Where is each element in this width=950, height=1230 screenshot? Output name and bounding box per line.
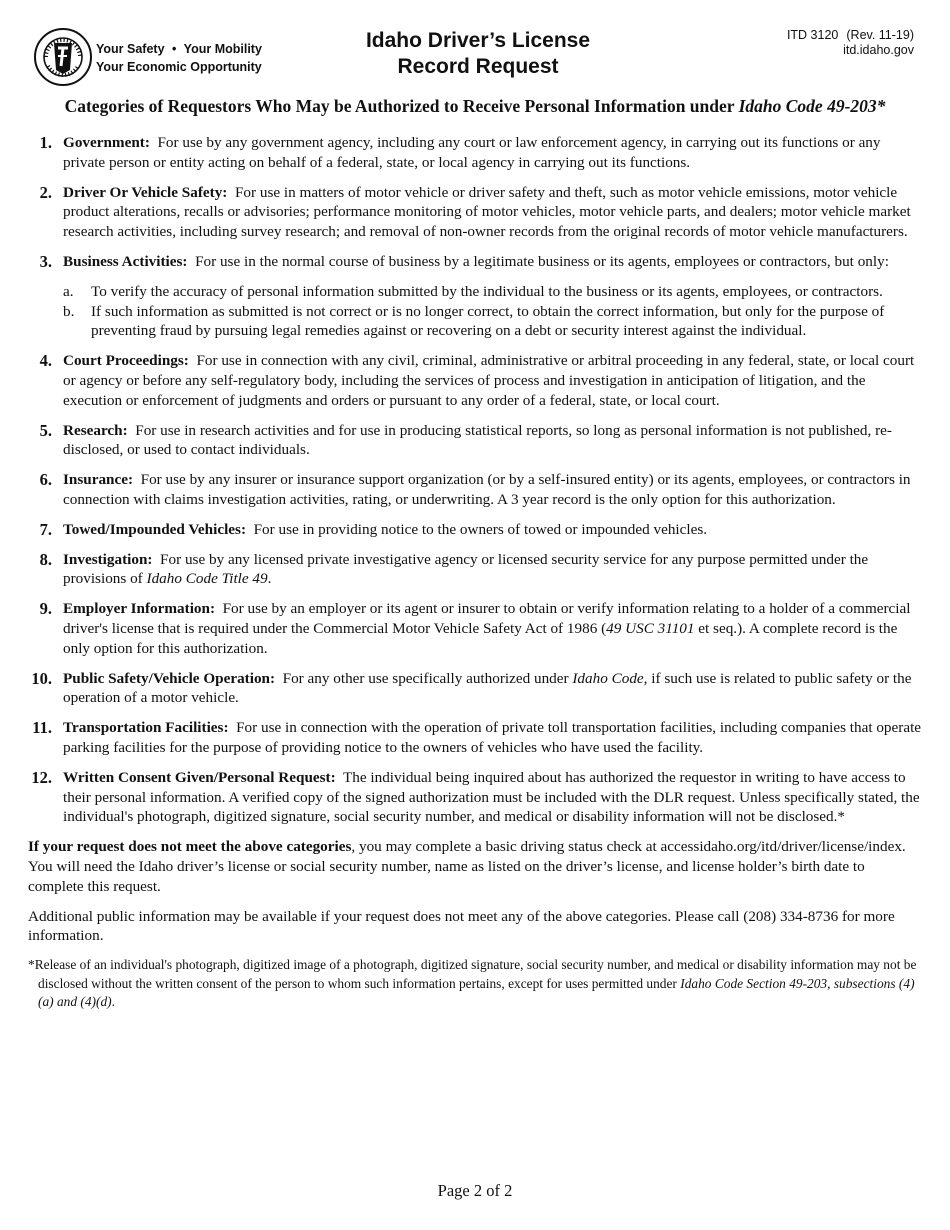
category-item	[28, 550, 923, 590]
category-number: 6.	[39, 470, 52, 490]
category-item	[28, 520, 923, 540]
category-item	[28, 351, 923, 410]
category-label: Transportation Facilities:	[63, 719, 229, 737]
footnote-text-after: .	[111, 994, 115, 1010]
category-text: For use by any insurer or insurance support organization (or by a self-insured entity) or its agents, employees, or contractors in connection with claims investigation activities, rating, or underwriting. A 3 year record is the only option for this authorization.	[63, 471, 911, 508]
subitem-text: To verify the accuracy of personal information submitted by the individual to the business or its agents, employees, or contractors.	[91, 282, 883, 300]
category-text: The individual being inquired about has authorized the requestor in writing to have access to their personal information. A verified copy of the signed authorization must be included with the DLR request. Unless specifically stated, the individual's photograph, digitized signature, social security number, and medical or disability information will not be disclosed.*	[63, 768, 920, 826]
category-text: For use by an employer or its agent or insurer to obtain or verify information relating to a holder of a commercial driver's license that is required under the Commercial Motor Vehicle Safety Act of 1986 (	[63, 600, 911, 637]
category-item	[28, 599, 923, 658]
footnote	[28, 956, 923, 1012]
category-text: For use by any government agency, including any court or law enforcement agency, in carrying out its functions or any private person or entity acting on behalf of a federal, state, or local agency in carrying out its functions.	[63, 134, 881, 171]
category-item	[28, 183, 923, 242]
paragraph-text: , you may complete a basic driving status check at accessidaho.org/itd/driver/license/index. You will need the Idaho driver’s license or social security number, name as listed on the driver’s license, and license holder’s birth date to complete this request.	[28, 838, 906, 895]
category-number: 7.	[39, 519, 52, 539]
form-identifier	[787, 28, 914, 58]
category-number: 1.	[39, 133, 52, 152]
category-text: For use in providing notice to the owners of towed or impounded vehicles.	[253, 520, 708, 538]
footnote-code-reference: Idaho Code Section 49-203, subsections (4)(a) and (4)(d)	[38, 975, 915, 1010]
category-item	[28, 718, 923, 758]
tagline-safety: Your Safety	[96, 42, 165, 56]
basic-status-check-paragraph	[28, 837, 923, 896]
categories-heading-text: Categories of Requestors Who May be Authorized to Receive Personal Information under	[64, 96, 739, 116]
category-label: Towed/Impounded Vehicles:	[63, 520, 247, 538]
category-subitem	[63, 282, 923, 302]
category-subitem	[63, 302, 923, 342]
category-number: 2.	[39, 182, 52, 202]
footnote-text: *Release of an individual's photograph, digitized image of a photograph, digitized signature, social security number, and medical or disability information may not be disclosed without the written consent of the person to whom such information pertains, except for uses permitted under	[28, 957, 917, 991]
category-text-after: .	[267, 570, 272, 588]
category-number: 10.	[31, 668, 52, 688]
tagline-line-2: Your Economic Opportunity	[96, 60, 262, 74]
category-label: Business Activities:	[63, 252, 188, 270]
page-number: Page 2 of 2	[437, 1181, 513, 1200]
subitem-letter: a.	[63, 282, 74, 300]
category-label: Research:	[63, 421, 128, 439]
category-label: Investigation:	[63, 550, 153, 568]
category-text: For use by any licensed private investigative agency or licensed security service for any purpose permitted under the provisions of	[63, 550, 869, 588]
category-number: 9.	[39, 599, 52, 619]
form-title-line-1: Idaho Driver’s License	[365, 29, 591, 52]
tagline-line-1	[96, 40, 262, 58]
category-item	[28, 768, 923, 827]
category-number: 12.	[31, 767, 52, 787]
category-text: For use in connection with the operation of private toll transportation facilities, including companies that operate parking facilities for the purpose of providing notice to the owners of vehicles who have used the facility.	[63, 719, 922, 756]
category-label: Public Safety/Vehicle Operation:	[63, 669, 276, 687]
form-number-line	[787, 28, 914, 43]
category-code-reference: Idaho Code	[572, 669, 644, 687]
category-code-reference: 49 USC 31101	[606, 619, 695, 637]
category-text: For use in matters of motor vehicle or driver safety and theft, such as motor vehicle emissions, motor vehicle product alterations, recalls or advisories; performance monitoring of motor vehicles, motor vehicle parts, and dealers; motor vehicle market research activities, including survey research; and removal of non-owner records from the original records of motor vehicle manufacturers.	[63, 183, 911, 241]
category-label: Written Consent Given/Personal Request:	[63, 768, 336, 786]
paragraph-bold-lead: If your request does not meet the above categories	[28, 838, 352, 856]
categories-heading	[0, 96, 950, 117]
tagline	[96, 40, 262, 76]
category-item	[28, 133, 923, 173]
tagline-bullet: •	[172, 42, 177, 56]
category-item	[28, 470, 923, 510]
category-item	[28, 421, 923, 461]
subitem-letter: b.	[63, 302, 75, 320]
category-text: For use in connection with any civil, criminal, administrative or arbitral proceeding in any federal, state, or local court or agency or before any self-regulatory body, including the services of process and investigation in anticipation of litigation, and the execution or enforcement of judgments and orders or pursuant to any order of a federal, state, or local court.	[63, 352, 915, 409]
agency-website: itd.idaho.gov	[843, 43, 914, 57]
category-label: Court Proceedings:	[63, 352, 189, 370]
tagline-mobility: Your Mobility	[183, 42, 262, 56]
category-number: 4.	[39, 351, 52, 371]
form-title	[330, 28, 626, 80]
category-number: 3.	[39, 251, 52, 271]
category-label: Government:	[63, 134, 150, 151]
document-body	[28, 133, 923, 1025]
category-label: Employer Information:	[63, 600, 216, 618]
categories-heading-code: Idaho Code 49-203*	[738, 96, 886, 116]
category-text: For use in the normal course of business by a legitimate business or its agents, employees or contractors, but only:	[195, 252, 889, 270]
category-subitems	[63, 282, 923, 341]
category-number: 11.	[32, 718, 52, 738]
category-number: 5.	[39, 420, 52, 440]
form-revision: (Rev. 11-19)	[846, 28, 914, 42]
category-label: Insurance:	[63, 471, 134, 489]
category-text: For any other use specifically authorized under	[282, 669, 573, 687]
category-item	[28, 669, 923, 709]
category-item	[28, 252, 923, 341]
category-text-after: , if such use is related to public safety or the operation of a motor vehicle.	[63, 669, 912, 707]
category-label: Driver Or Vehicle Safety:	[63, 183, 228, 201]
idaho-transportation-department-seal-icon	[34, 26, 92, 88]
form-title-line-2: Record Request	[397, 55, 559, 78]
category-text-after: et seq.). A complete record is the only option for this authorization.	[63, 619, 898, 657]
category-code-reference: Idaho Code Title 49	[146, 570, 268, 588]
category-number: 8.	[39, 549, 52, 569]
form-number: ITD 3120	[786, 28, 839, 42]
additional-info-paragraph: Additional public information may be available if your request does not meet any of the above categories. Please call (208) 334-8736 for more information.	[28, 907, 895, 945]
subitem-text: If such information as submitted is not correct or is no longer correct, to obtain the correct information, but only for the purpose of preventing fraud by pursuing legal remedies against or recovering on a debt or security interest against the individual.	[91, 302, 885, 340]
category-text: For use in research activities and for use in producing statistical reports, so long as personal information is not published, re-disclosed, or used to contact individuals.	[63, 421, 892, 459]
